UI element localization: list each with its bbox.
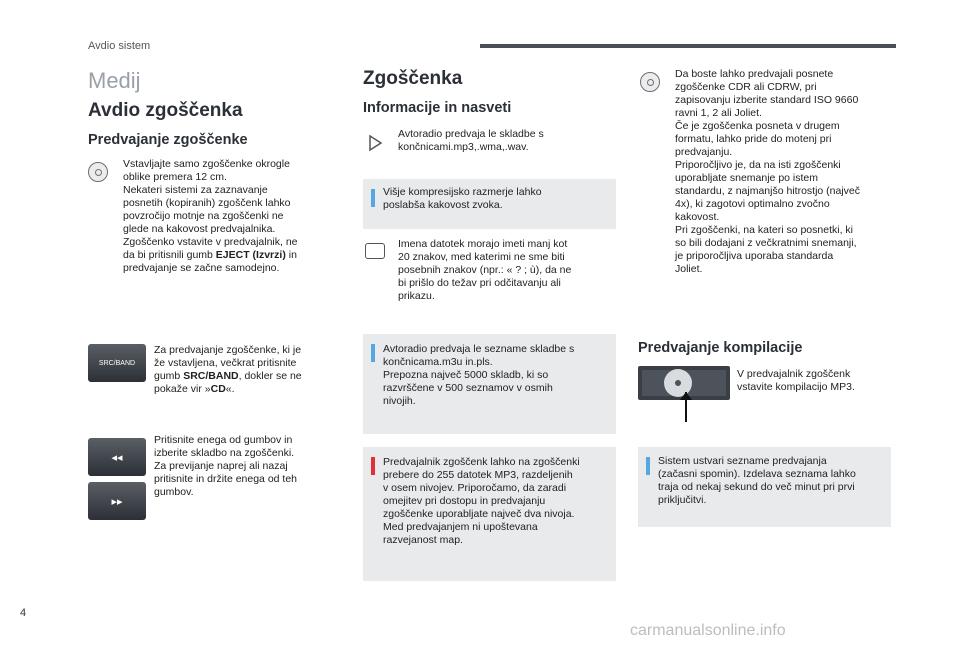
- fast-forward-icon: ▸▸: [111, 495, 123, 508]
- section-header: Avdio sistem: [88, 40, 151, 52]
- next-track-button-image: [88, 482, 146, 520]
- info-icon: [371, 189, 375, 207]
- src-band-label: SRC/BAND: [98, 359, 136, 367]
- heading-cd-playback: Predvajanje zgoščenke: [88, 132, 248, 148]
- src-band-text: Za predvajanje zgoščenke, ki je že vstavljena, večkrat pritisnite gumb SRC/BAND, dokler se ne pokaže vir »CD«.: [154, 344, 302, 395]
- rewind-icon: ◂◂: [111, 451, 123, 464]
- src-band-button-image: [88, 344, 146, 382]
- filename-text: Imena datotek morajo imeti manj kot 20 znakov, med katerimi ne sme biti posebnih znakov (npr.: « ? ; ù), da ne bi prišlo do težav pri odčitavanju ali prikazu.: [398, 238, 572, 302]
- info-box-text: Avtoradio predvaja le sezname skladbe s končnicama.m3u in.pls. Prepozna največ 5000 skladb, ki so razvrščene v 500 seznamov v osmih nivojih.: [383, 343, 575, 407]
- heading-compilation: Predvajanje kompilacije: [638, 340, 803, 356]
- screen-icon: [365, 243, 385, 259]
- header-bar: [480, 44, 896, 48]
- cdr-text: Da boste lahko predvajali posnete zgoščenke CDR ali CDRW, pri zapisovanju izberite standard ISO 9660 ravni 1, 2 ali Joliet. Če je zgoščenka posneta v drugem formatu, lahko pride do motenj pri predvajanju. Priporočljivo je, da na isti zgoščenki uporabljate snemanje po istem standardu, z najmanjšo hitrostjo (največ 4x), ki zagotovi optimalno zvočno kakovost. Pri zgoščenki, na kateri so posnetki, ki so bili dodajani z večkratnimi snemanji, je priporočljiva uporaba standarda Joliet.: [675, 68, 861, 275]
- compilation-text: V predvajalnik zgoščenk vstavite kompilacijo MP3.: [737, 368, 855, 393]
- cd-insert-text: Vstavljajte samo zgoščenke okrogle oblike premera 12 cm. Nekateri sistemi za zaznavanje posnetih (kopiranih) zgoščenk lahko povzročijo motnje na zgoščenki ne glede na kakovost predvajalnika. Zgoščenko vstavite v predvajalnik, ne da bi pritisnili gumb EJECT (Izvrzi) in predvajanje se začne samodejno.: [123, 158, 298, 274]
- warning-box-mp3: [363, 447, 616, 581]
- play-icon: [365, 133, 385, 153]
- warning-box-text: Predvajalnik zgoščenk lahko na zgoščenki prebere do 255 datotek MP3, razdeljenih v osem nivojev. Priporočamo, da zaradi omejitev pri dostopu in predvajanju zgoščenke uporabljate največ dva nivoja. Med predvajanjem ni upoštevana razvejanost map.: [383, 456, 580, 546]
- info-box-compression: [363, 179, 616, 229]
- info-icon: [646, 457, 650, 475]
- heading-cd: Zgoščenka: [363, 68, 463, 89]
- page-number: 4: [20, 607, 27, 619]
- heading-info-tips: Informacije in nasveti: [363, 100, 512, 116]
- cd-player-image: [638, 366, 730, 404]
- info-box-text: Sistem ustvari sezname predvajanja (začasni spomin). Izdelava seznama lahko traja od nekaj sekund do več minut pri prvi priključitvi.: [658, 455, 856, 506]
- info-box-playlists: [363, 334, 616, 434]
- disc-icon: [640, 72, 660, 92]
- previous-track-button-image: [88, 438, 146, 476]
- info-icon: [371, 344, 375, 362]
- section-title: Medij: [88, 68, 141, 93]
- watermark: carmanualsonline.info: [630, 622, 786, 639]
- warning-icon: [371, 457, 375, 475]
- info-box-text: Višje kompresijsko razmerje lahko poslabša kakovost zvoka.: [383, 186, 542, 211]
- track-select-text: Pritisnite enega od gumbov in izberite skladbo na zgoščenki. Za previjanje naprej ali nazaj pritisnite in držite enega od teh gumbov.: [154, 434, 298, 498]
- disc-icon: [88, 162, 108, 182]
- info-box-temp-memory: [638, 447, 891, 527]
- heading-audio-cd: Avdio zgoščenka: [88, 100, 243, 121]
- formats-text: Avtoradio predvaja le skladbe s končnicami.mp3,.wma,.wav.: [398, 128, 544, 153]
